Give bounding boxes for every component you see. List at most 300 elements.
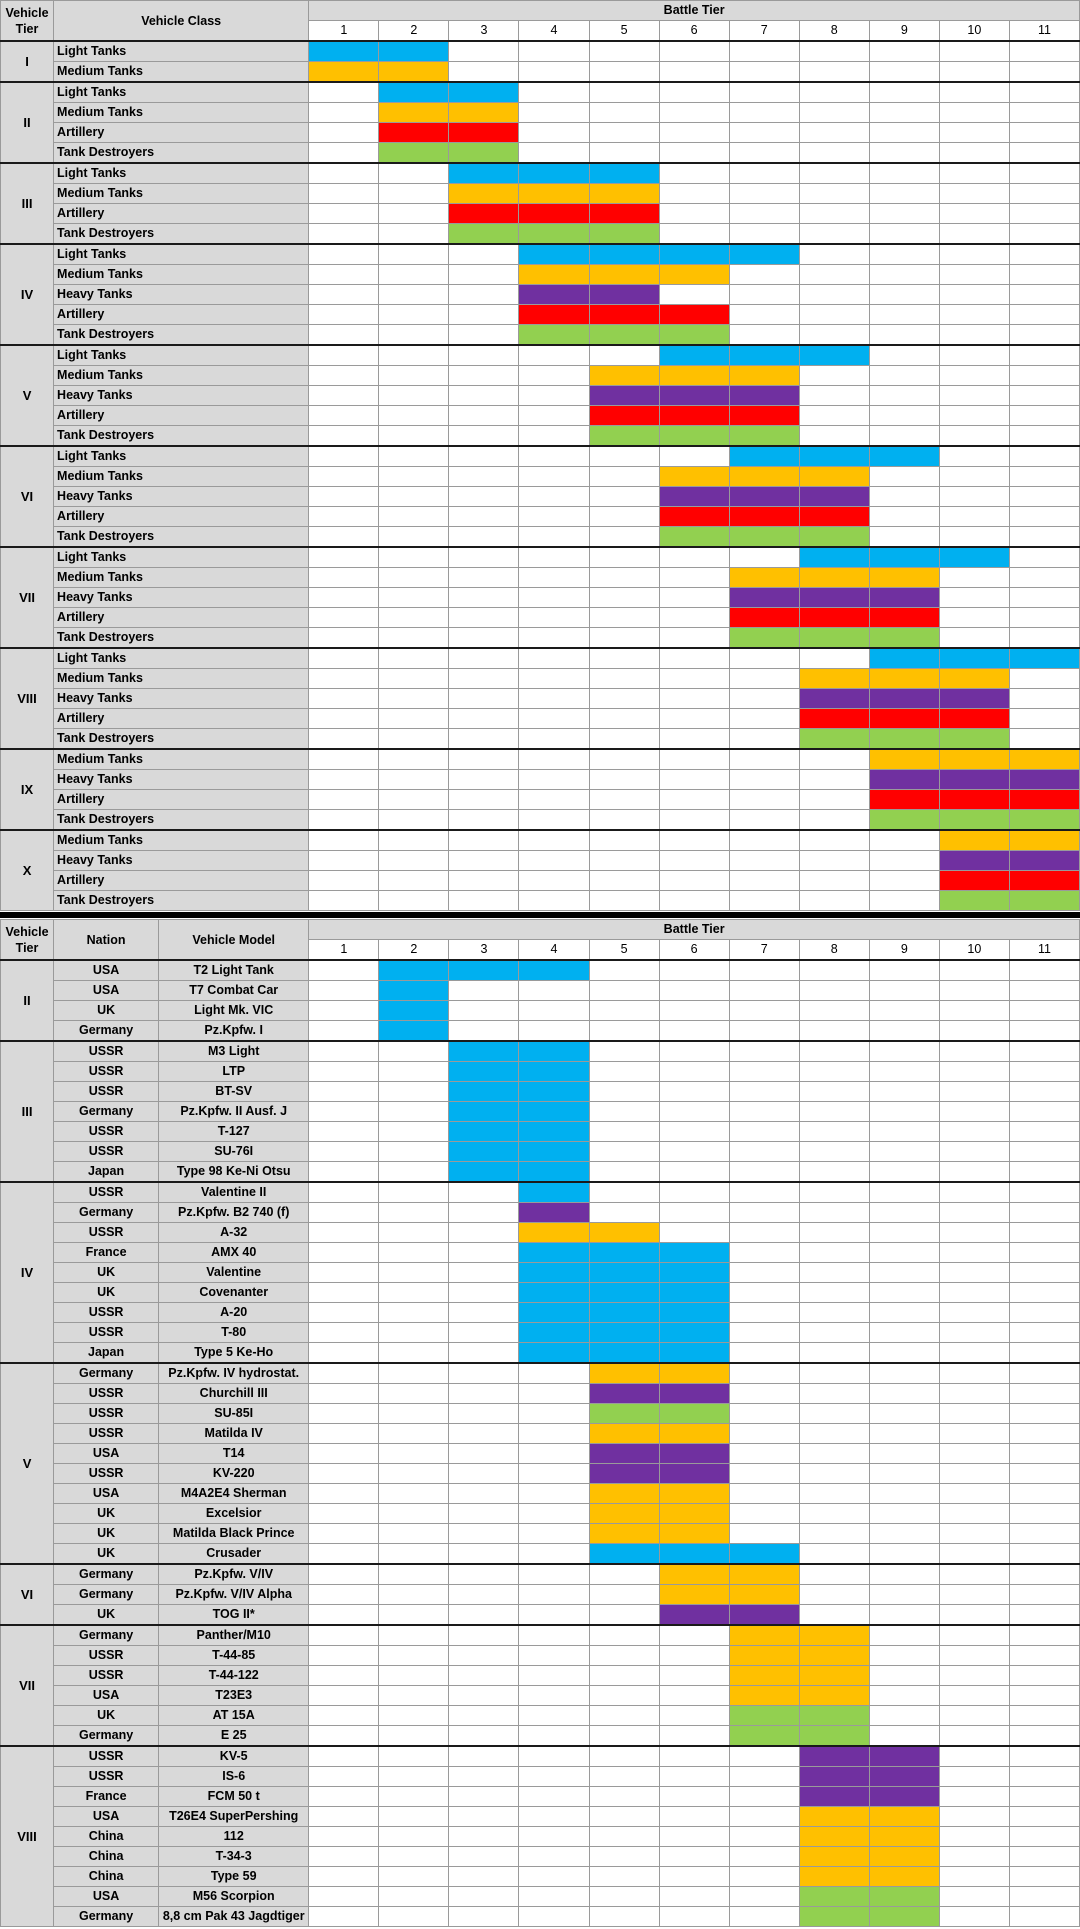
table-row [1, 1182, 1080, 1203]
battle-tier-cell [729, 1021, 799, 1042]
battle-tier-cell [799, 163, 869, 184]
battle-tier-number: 10 [939, 940, 1009, 961]
battle-tier-cell [589, 426, 659, 447]
vehicle-model-label: Panther/M10 [159, 1625, 309, 1646]
battle-tier-cell [939, 1363, 1009, 1384]
vehicle-tier-label: VIII [1, 1746, 54, 1927]
battle-tier-cell [589, 709, 659, 729]
battle-tier-cell [939, 981, 1009, 1001]
battle-tier-cell [379, 325, 449, 346]
table-row [1, 143, 1080, 164]
vehicle-model-label: KV-220 [159, 1464, 309, 1484]
battle-tier-cell [519, 1585, 589, 1605]
battle-tier-cell [379, 547, 449, 568]
battle-tier-cell [519, 163, 589, 184]
battle-tier-cell [939, 1867, 1009, 1887]
battle-tier-cell [939, 487, 1009, 507]
battle-tier-cell [519, 527, 589, 548]
battle-tier-header: Battle Tier [309, 920, 1080, 940]
battle-tier-cell [869, 1404, 939, 1424]
battle-tier-cell [309, 123, 379, 143]
battle-tier-cell [379, 1142, 449, 1162]
battle-tier-cell [1009, 1424, 1079, 1444]
nation-label: China [54, 1847, 159, 1867]
battle-tier-cell [309, 1847, 379, 1867]
battle-tier-cell [939, 123, 1009, 143]
battle-tier-cell [869, 1605, 939, 1626]
battle-tier-cell [519, 123, 589, 143]
battle-tier-cell [659, 62, 729, 83]
battle-tier-cell [589, 770, 659, 790]
battle-tier-cell [799, 184, 869, 204]
vehicle-class-label: Heavy Tanks [54, 285, 309, 305]
battle-tier-cell [939, 1021, 1009, 1042]
battle-tier-number: 3 [449, 21, 519, 42]
battle-tier-cell [939, 1625, 1009, 1646]
battle-tier-cell [869, 830, 939, 851]
battle-tier-cell [309, 467, 379, 487]
battle-tier-cell [659, 1323, 729, 1343]
battle-tier-cell [939, 1283, 1009, 1303]
battle-tier-cell [449, 1887, 519, 1907]
battle-tier-cell [939, 1082, 1009, 1102]
battle-tier-cell [729, 1706, 799, 1726]
table-row [1, 1564, 1080, 1585]
battle-tier-cell [309, 1524, 379, 1544]
battle-tier-cell [659, 325, 729, 346]
battle-tier-cell [519, 1041, 589, 1062]
battle-tier-cell [869, 1807, 939, 1827]
battle-tier-cell [449, 648, 519, 669]
vehicle-class-label: Heavy Tanks [54, 588, 309, 608]
battle-tier-cell [309, 547, 379, 568]
battle-tier-cell [379, 41, 449, 62]
battle-tier-cell [379, 366, 449, 386]
battle-tier-cell [939, 1706, 1009, 1726]
battle-tier-cell [729, 1343, 799, 1364]
battle-tier-cell [589, 82, 659, 103]
battle-tier-cell [1009, 1524, 1079, 1544]
battle-tier-cell [309, 1807, 379, 1827]
battle-tier-cell [729, 265, 799, 285]
battle-tier-cell [659, 729, 729, 750]
battle-tier-cell [589, 810, 659, 831]
vehicle-model-label: Crusader [159, 1544, 309, 1565]
battle-tier-cell [729, 1182, 799, 1203]
table-row [1, 345, 1080, 366]
battle-tier-cell [589, 224, 659, 245]
vehicle-class-label: Medium Tanks [54, 749, 309, 770]
battle-tier-cell [869, 1384, 939, 1404]
battle-tier-cell [939, 527, 1009, 548]
vehicle-model-label: Type 5 Ke-Ho [159, 1343, 309, 1364]
battle-tier-cell [379, 244, 449, 265]
battle-tier-cell [1009, 1625, 1079, 1646]
nation-label: USSR [54, 1303, 159, 1323]
battle-tier-cell [659, 871, 729, 891]
battle-tier-cell [519, 1082, 589, 1102]
battle-tier-cell [379, 960, 449, 981]
battle-tier-cell [729, 851, 799, 871]
battle-tier-cell [309, 1605, 379, 1626]
battle-tier-cell [939, 1122, 1009, 1142]
table-row [1, 265, 1080, 285]
battle-tier-cell [729, 1726, 799, 1747]
vehicle-model-label: T14 [159, 1444, 309, 1464]
battle-tier-cell [589, 1867, 659, 1887]
battle-tier-cell [519, 285, 589, 305]
battle-tier-cell [799, 628, 869, 649]
battle-tier-cell [309, 1827, 379, 1847]
battle-tier-cell [659, 345, 729, 366]
battle-tier-cell [659, 1424, 729, 1444]
section-separator [0, 912, 1080, 918]
battle-tier-cell [589, 1504, 659, 1524]
battle-tier-cell [379, 770, 449, 790]
battle-tier-cell [519, 1666, 589, 1686]
vehicle-tier-label: VI [1, 446, 54, 547]
battle-tier-cell [729, 41, 799, 62]
battle-tier-cell [869, 1001, 939, 1021]
battle-tier-cell [869, 1847, 939, 1867]
battle-tier-cell [799, 1283, 869, 1303]
battle-tier-number: 11 [1009, 21, 1079, 42]
battle-tier-cell [869, 770, 939, 790]
battle-tier-cell [309, 143, 379, 164]
battle-tier-cell [379, 1564, 449, 1585]
battle-tier-cell [659, 204, 729, 224]
battle-tier-cell [799, 345, 869, 366]
table-row [1, 891, 1080, 911]
vehicle-class-label: Light Tanks [54, 547, 309, 568]
table-row [1, 386, 1080, 406]
battle-tier-cell [659, 1263, 729, 1283]
battle-tier-cell [519, 891, 589, 911]
battle-tier-cell [309, 1404, 379, 1424]
battle-tier-cell [729, 1303, 799, 1323]
battle-tier-cell [519, 960, 589, 981]
battle-tier-cell [799, 1564, 869, 1585]
battle-tier-cell [379, 1343, 449, 1364]
battle-tier-cell [449, 608, 519, 628]
battle-tier-number: 4 [519, 21, 589, 42]
vehicle-tier-label: V [1, 1363, 54, 1564]
battle-tier-cell [449, 366, 519, 386]
table-row [1, 184, 1080, 204]
table-row [1, 1504, 1080, 1524]
battle-tier-cell [519, 1283, 589, 1303]
battle-tier-number: 7 [729, 940, 799, 961]
vehicle-tier-label: IV [1, 1182, 54, 1363]
battle-tier-cell [449, 1323, 519, 1343]
battle-tier-cell [589, 1062, 659, 1082]
battle-tier-cell [449, 62, 519, 83]
battle-tier-cell [799, 810, 869, 831]
battle-tier-cell [309, 1907, 379, 1927]
battle-tier-cell [869, 285, 939, 305]
battle-tier-cell [729, 1444, 799, 1464]
table-row [1, 1807, 1080, 1827]
battle-tier-cell [1009, 366, 1079, 386]
vehicle-model-label: Pz.Kpfw. V/IV [159, 1564, 309, 1585]
vehicle-model-label: 112 [159, 1827, 309, 1847]
battle-tier-cell [589, 1807, 659, 1827]
battle-tier-cell [869, 1182, 939, 1203]
battle-tier-cell [729, 568, 799, 588]
table-row [1, 1867, 1080, 1887]
battle-tier-cell [1009, 1343, 1079, 1364]
battle-tier-cell [379, 588, 449, 608]
battle-tier-cell [869, 1021, 939, 1042]
battle-tier-cell [309, 265, 379, 285]
battle-tier-cell [659, 1564, 729, 1585]
battle-tier-cell [1009, 1787, 1079, 1807]
battle-tier-cell [1009, 487, 1079, 507]
battle-tier-cell [309, 527, 379, 548]
battle-tier-cell [519, 82, 589, 103]
battle-tier-cell [379, 1424, 449, 1444]
table-row [1, 467, 1080, 487]
battle-tier-cell [659, 123, 729, 143]
vehicle-class-label: Medium Tanks [54, 830, 309, 851]
battle-tier-cell [939, 1767, 1009, 1787]
vehicle-class-label: Tank Destroyers [54, 426, 309, 447]
battle-tier-cell [309, 1142, 379, 1162]
battle-tier-cell [869, 810, 939, 831]
vehicle-model-label: T-80 [159, 1323, 309, 1343]
battle-tier-cell [1009, 204, 1079, 224]
battle-tier-cell [659, 648, 729, 669]
battle-tier-cell [379, 1162, 449, 1183]
battle-tier-cell [869, 1585, 939, 1605]
battle-tier-number: 9 [869, 940, 939, 961]
battle-tier-cell [589, 143, 659, 164]
battle-tier-cell [309, 446, 379, 467]
battle-tier-cell [869, 1102, 939, 1122]
table-row [1, 1827, 1080, 1847]
battle-tier-cell [939, 265, 1009, 285]
battle-tier-cell [519, 729, 589, 750]
vehicle-class-label: Heavy Tanks [54, 487, 309, 507]
battle-tier-cell [589, 41, 659, 62]
battle-tier-cell [1009, 1303, 1079, 1323]
battle-tier-cell [1009, 1082, 1079, 1102]
battle-tier-cell [729, 1464, 799, 1484]
battle-tier-cell [659, 1504, 729, 1524]
table-row [1, 1001, 1080, 1021]
battle-tier-cell [309, 1444, 379, 1464]
table-row [1, 366, 1080, 386]
battle-tier-cell [519, 305, 589, 325]
battle-tier-cell [589, 1082, 659, 1102]
battle-tier-cell [1009, 1243, 1079, 1263]
vehicle-class-label: Tank Destroyers [54, 729, 309, 750]
battle-tier-cell [589, 790, 659, 810]
battle-tier-cell [449, 981, 519, 1001]
vehicle-class-label: Heavy Tanks [54, 386, 309, 406]
battle-tier-cell [449, 285, 519, 305]
battle-tier-cell [589, 446, 659, 467]
battle-tier-cell [939, 1162, 1009, 1183]
battle-tier-cell [309, 1182, 379, 1203]
battle-tier-cell [939, 285, 1009, 305]
vehicle-model-label: TOG II* [159, 1605, 309, 1626]
battle-tier-cell [729, 588, 799, 608]
nation-label: Germany [54, 1585, 159, 1605]
battle-tier-cell [449, 1787, 519, 1807]
battle-tier-cell [379, 1787, 449, 1807]
battle-tier-cell [309, 345, 379, 366]
battle-tier-cell [659, 1646, 729, 1666]
battle-tier-cell [379, 790, 449, 810]
battle-tier-cell [939, 1424, 1009, 1444]
battle-tier-cell [869, 1867, 939, 1887]
battle-tier-cell [379, 1001, 449, 1021]
battle-tier-cell [309, 1041, 379, 1062]
battle-tier-cell [449, 1001, 519, 1021]
battle-tier-cell [869, 1082, 939, 1102]
battle-tier-cell [799, 1424, 869, 1444]
battle-tier-cell [449, 265, 519, 285]
battle-tier-cell [659, 1524, 729, 1544]
battle-tier-cell [869, 628, 939, 649]
battle-tier-cell [729, 669, 799, 689]
battle-tier-cell [519, 1746, 589, 1767]
nation-label: USSR [54, 1666, 159, 1686]
vehicle-model-label: BT-SV [159, 1082, 309, 1102]
battle-tier-cell [869, 1484, 939, 1504]
nation-label: USSR [54, 1404, 159, 1424]
battle-tier-cell [449, 1544, 519, 1565]
battle-tier-cell [1009, 1444, 1079, 1464]
battle-tier-cell [309, 184, 379, 204]
battle-tier-cell [729, 1102, 799, 1122]
battle-tier-cell [1009, 1686, 1079, 1706]
battle-tier-cell [589, 1444, 659, 1464]
battle-tier-cell [799, 729, 869, 750]
battle-tier-cell [659, 568, 729, 588]
battle-tier-cell [309, 871, 379, 891]
battle-tier-cell [449, 790, 519, 810]
battle-tier-cell [869, 981, 939, 1001]
table-row [1, 1343, 1080, 1364]
battle-tier-cell [379, 981, 449, 1001]
battle-tier-cell [939, 1203, 1009, 1223]
battle-tier-cell [1009, 1464, 1079, 1484]
battle-tier-cell [589, 1767, 659, 1787]
battle-tier-cell [309, 1203, 379, 1223]
vehicle-class-label: Light Tanks [54, 446, 309, 467]
battle-tier-cell [309, 163, 379, 184]
battle-tier-cell [799, 1666, 869, 1686]
battle-tier-cell [379, 82, 449, 103]
battle-tier-cell [449, 1504, 519, 1524]
battle-tier-cell [869, 1444, 939, 1464]
battle-tier-cell [729, 62, 799, 83]
battle-tier-cell [449, 891, 519, 911]
battle-tier-cell [1009, 1646, 1079, 1666]
battle-tier-cell [729, 891, 799, 911]
battle-tier-cell [939, 1646, 1009, 1666]
vehicle-tier-label: VI [1, 1564, 54, 1625]
battle-tier-cell [869, 1827, 939, 1847]
battle-tier-cell [1009, 628, 1079, 649]
battle-tier-cell [729, 224, 799, 245]
table-row [1, 1102, 1080, 1122]
nation-label: USA [54, 981, 159, 1001]
battle-tier-cell [799, 1021, 869, 1042]
battle-tier-cell [309, 426, 379, 447]
battle-tier-cell [519, 426, 589, 447]
battle-tier-cell [1009, 1827, 1079, 1847]
vehicle-tier-header: Vehicle Tier [1, 1, 54, 42]
table-row [1, 325, 1080, 346]
table-row [1, 1646, 1080, 1666]
battle-tier-cell [519, 770, 589, 790]
vehicle-class-label: Tank Destroyers [54, 143, 309, 164]
battle-tier-cell [659, 406, 729, 426]
battle-tier-cell [869, 648, 939, 669]
battle-tier-cell [939, 1444, 1009, 1464]
battle-tier-cell [799, 224, 869, 245]
battle-tier-cell [939, 1666, 1009, 1686]
battle-tier-cell [729, 1323, 799, 1343]
battle-tier-cell [309, 830, 379, 851]
battle-tier-cell [1009, 810, 1079, 831]
battle-tier-cell [309, 204, 379, 224]
battle-tier-cell [449, 749, 519, 770]
table-row [1, 1243, 1080, 1263]
battle-tier-cell [729, 1767, 799, 1787]
battle-tier-cell [1009, 1323, 1079, 1343]
battle-tier-cell [939, 1686, 1009, 1706]
battle-tier-cell [309, 507, 379, 527]
nation-label: France [54, 1787, 159, 1807]
battle-tier-cell [379, 871, 449, 891]
battle-tier-cell [1009, 82, 1079, 103]
battle-tier-cell [659, 669, 729, 689]
battle-tier-cell [519, 1303, 589, 1323]
battle-tier-cell [519, 588, 589, 608]
battle-tier-cell [589, 689, 659, 709]
battle-tier-cell [729, 1564, 799, 1585]
battle-tier-cell [589, 1484, 659, 1504]
battle-tier-cell [729, 1605, 799, 1626]
battle-tier-cell [729, 1504, 799, 1524]
battle-tier-cell [449, 406, 519, 426]
table-row [1, 851, 1080, 871]
battle-tier-cell [799, 770, 869, 790]
battle-tier-cell [309, 1122, 379, 1142]
battle-tier-cell [309, 1767, 379, 1787]
battle-tier-cell [799, 426, 869, 447]
nation-label: UK [54, 1263, 159, 1283]
battle-tier-cell [379, 446, 449, 467]
battle-tier-cell [309, 729, 379, 750]
battle-tier-cell [659, 184, 729, 204]
battle-tier-cell [449, 1142, 519, 1162]
table-row [1, 1122, 1080, 1142]
battle-tier-cell [1009, 143, 1079, 164]
battle-tier-cell [799, 1323, 869, 1343]
battle-tier-cell [589, 1223, 659, 1243]
battle-tier-cell [799, 1787, 869, 1807]
battle-tier-cell [309, 608, 379, 628]
battle-tier-cell [729, 1263, 799, 1283]
battle-tier-cell [939, 1243, 1009, 1263]
battle-tier-cell [939, 1524, 1009, 1544]
battle-tier-cell [659, 1807, 729, 1827]
